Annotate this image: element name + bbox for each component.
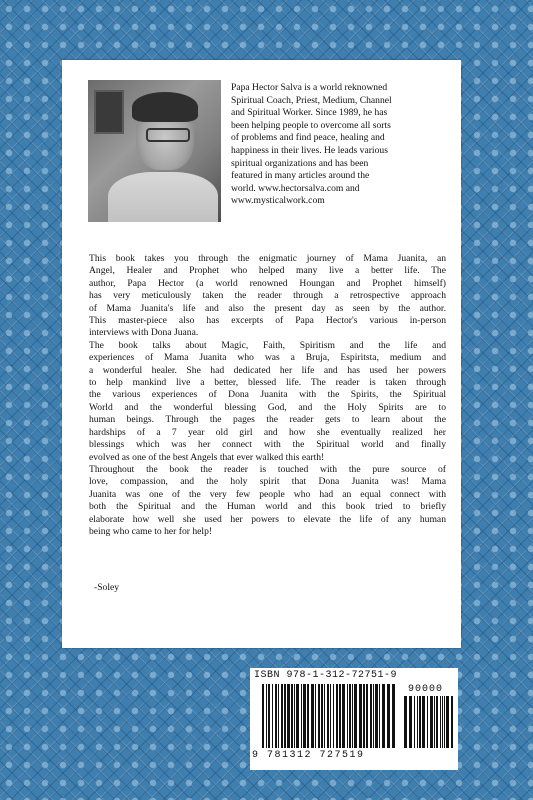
description-paragraph-2 (89, 340, 446, 464)
barcode-bar (336, 684, 338, 748)
barcode-bar (427, 696, 428, 748)
text-line: World and the wonderful blessing God, and the Holy Spirits are to (89, 401, 446, 413)
text-line: experiences of Mama Juanita who was a Bruja, Espiritsta, medium and (89, 352, 446, 364)
bio-line: featured in many articles around the (231, 170, 370, 182)
barcode-bar (339, 684, 341, 748)
bio-line: happiness in their lives. He leads various (231, 144, 388, 156)
barcode-bars (262, 684, 396, 748)
barcode-bar (404, 696, 407, 748)
text-line: being who came to her for help! (89, 525, 213, 537)
wall-picture (94, 90, 124, 134)
barcode-bar (321, 684, 323, 748)
text-line: blessings which was her connect with the Spiritual world and finally (89, 439, 446, 451)
barcode-bar (352, 684, 353, 748)
barcode-bar (392, 684, 395, 748)
barcode-bar (354, 684, 357, 748)
isbn-label: ISBN 978-1-312-72751-9 (254, 670, 398, 681)
author-glasses (146, 128, 190, 142)
text-line: Angel, Healer and Prophet who helped many live a better life. The (89, 265, 446, 277)
barcode-bar (451, 696, 453, 748)
description-paragraph-1 (89, 253, 446, 340)
barcode-bar (268, 684, 270, 748)
barcode-bar (266, 684, 267, 748)
barcode-bar (414, 696, 415, 748)
description-paragraph-3 (89, 464, 446, 538)
barcode-bar (311, 684, 314, 748)
barcode-bar (436, 696, 438, 748)
barcode-bar (324, 684, 325, 748)
bio-line: www.mysticalwork.com (231, 195, 325, 207)
barcode-bar (287, 684, 290, 748)
barcode-bar (272, 684, 273, 748)
text-line: Throughout the book the reader is touched with the pure source of (89, 463, 446, 475)
text-line: human beings. Through the pages the reader gets to learn about the (89, 414, 446, 426)
barcode-bar (296, 684, 299, 748)
barcode-bar (262, 684, 264, 748)
barcode-bar (366, 684, 368, 748)
author-hair (132, 92, 198, 122)
barcode-bar (417, 696, 418, 748)
signature: -Soley (94, 582, 120, 593)
text-line: love, compassion, and the holy spirit that Dona Juanita was! Mama (89, 476, 446, 488)
barcode-bar (315, 684, 316, 748)
addon-barcode-bars (404, 696, 454, 748)
barcode-bar (342, 684, 345, 748)
barcode-bar (284, 684, 286, 748)
barcode-bar (307, 684, 309, 748)
text-line: Juanita was one of the very few people who had an equal connect with (89, 488, 446, 500)
text-line: This book takes you through the enigmatic journey of Mama Juanita, an (89, 253, 446, 264)
barcode-bar (370, 684, 372, 748)
barcode-bar (444, 696, 445, 748)
author-torso (108, 172, 218, 222)
text-line: elaborate how well she used her powers to elevate the life of any human (89, 513, 446, 525)
barcode-bar (275, 684, 277, 748)
barcode-bar (434, 696, 435, 748)
barcode-bar (359, 684, 362, 748)
barcode-bar (330, 684, 331, 748)
barcode-bar (409, 696, 412, 748)
barcode-bar (382, 684, 385, 748)
barcode-bar (301, 684, 302, 748)
text-line: The book talks about Magic, Faith, Spiritism and the life and (89, 339, 446, 351)
barcode-bar (349, 684, 351, 748)
bio-line: of problems and find peace, healing and (231, 132, 385, 144)
barcode-bar (294, 684, 295, 748)
barcode-bar (291, 684, 293, 748)
barcode-bar (440, 696, 441, 748)
text-line: This master-piece also has excerpts of Papa Hector's various in-person (89, 315, 446, 327)
isbn-barcode (250, 668, 458, 770)
author-bio (231, 82, 453, 208)
barcode-bar (333, 684, 334, 748)
barcode-bar (422, 696, 425, 748)
bio-line: been helping people to overcome all sorts (231, 119, 391, 131)
bio-line: Spiritual Coach, Priest, Medium, Channel (231, 94, 392, 106)
addon-digits: 90000 (408, 684, 444, 695)
barcode-bar (318, 684, 320, 748)
text-line: to help mankind live a better, blessed life. The reader is taken through (89, 377, 446, 389)
text-line: both the Spiritual and the Human world and this book tried to briefly (89, 501, 446, 513)
bio-line: Papa Hector Salva is a world reknowned (231, 82, 388, 93)
barcode-digits: 9 781312 727519 (252, 750, 365, 761)
bio-line: world. www.hectorsalva.com and (231, 182, 360, 194)
barcode-bar (373, 684, 374, 748)
barcode-bar (347, 684, 348, 748)
bio-line: and Spiritual Worker. Since 1989, he has (231, 107, 388, 119)
barcode-bar (327, 684, 329, 748)
barcode-bar (281, 684, 283, 748)
barcode-bar (387, 684, 390, 748)
text-line: hardships of a 7 year old girl and how she eventually realized her (89, 426, 446, 438)
book-description (89, 253, 446, 538)
text-line: a wonderful healer. She had dedicated her life and has used her powers (89, 364, 446, 376)
text-line: of Mama Juanita's life and also the present day as seen by the author. (89, 302, 446, 314)
barcode-bar (379, 684, 380, 748)
bio-line: spiritual organizations and has been (231, 157, 369, 169)
barcode-bar (303, 684, 306, 748)
text-line: has very meticulously taken the reader through a retrospective approach (89, 290, 446, 302)
text-line: the various experiences of Dona Juanita with the Spirits, the Spiritual (89, 389, 446, 401)
barcode-bar (278, 684, 279, 748)
barcode-bar (430, 696, 433, 748)
text-line: evolved as one of the best Angels that ever walked this earth! (89, 451, 325, 463)
barcode-bar (442, 696, 443, 748)
barcode-bar (419, 696, 421, 748)
barcode-bar (446, 696, 449, 748)
barcode-bar (375, 684, 378, 748)
author-photo (88, 80, 221, 222)
barcode-bar (363, 684, 365, 748)
text-line: interviews with Dona Juana. (89, 327, 199, 339)
text-line: author, Papa Hector (a world renowned Houngan and Prophet himself) (89, 277, 446, 289)
